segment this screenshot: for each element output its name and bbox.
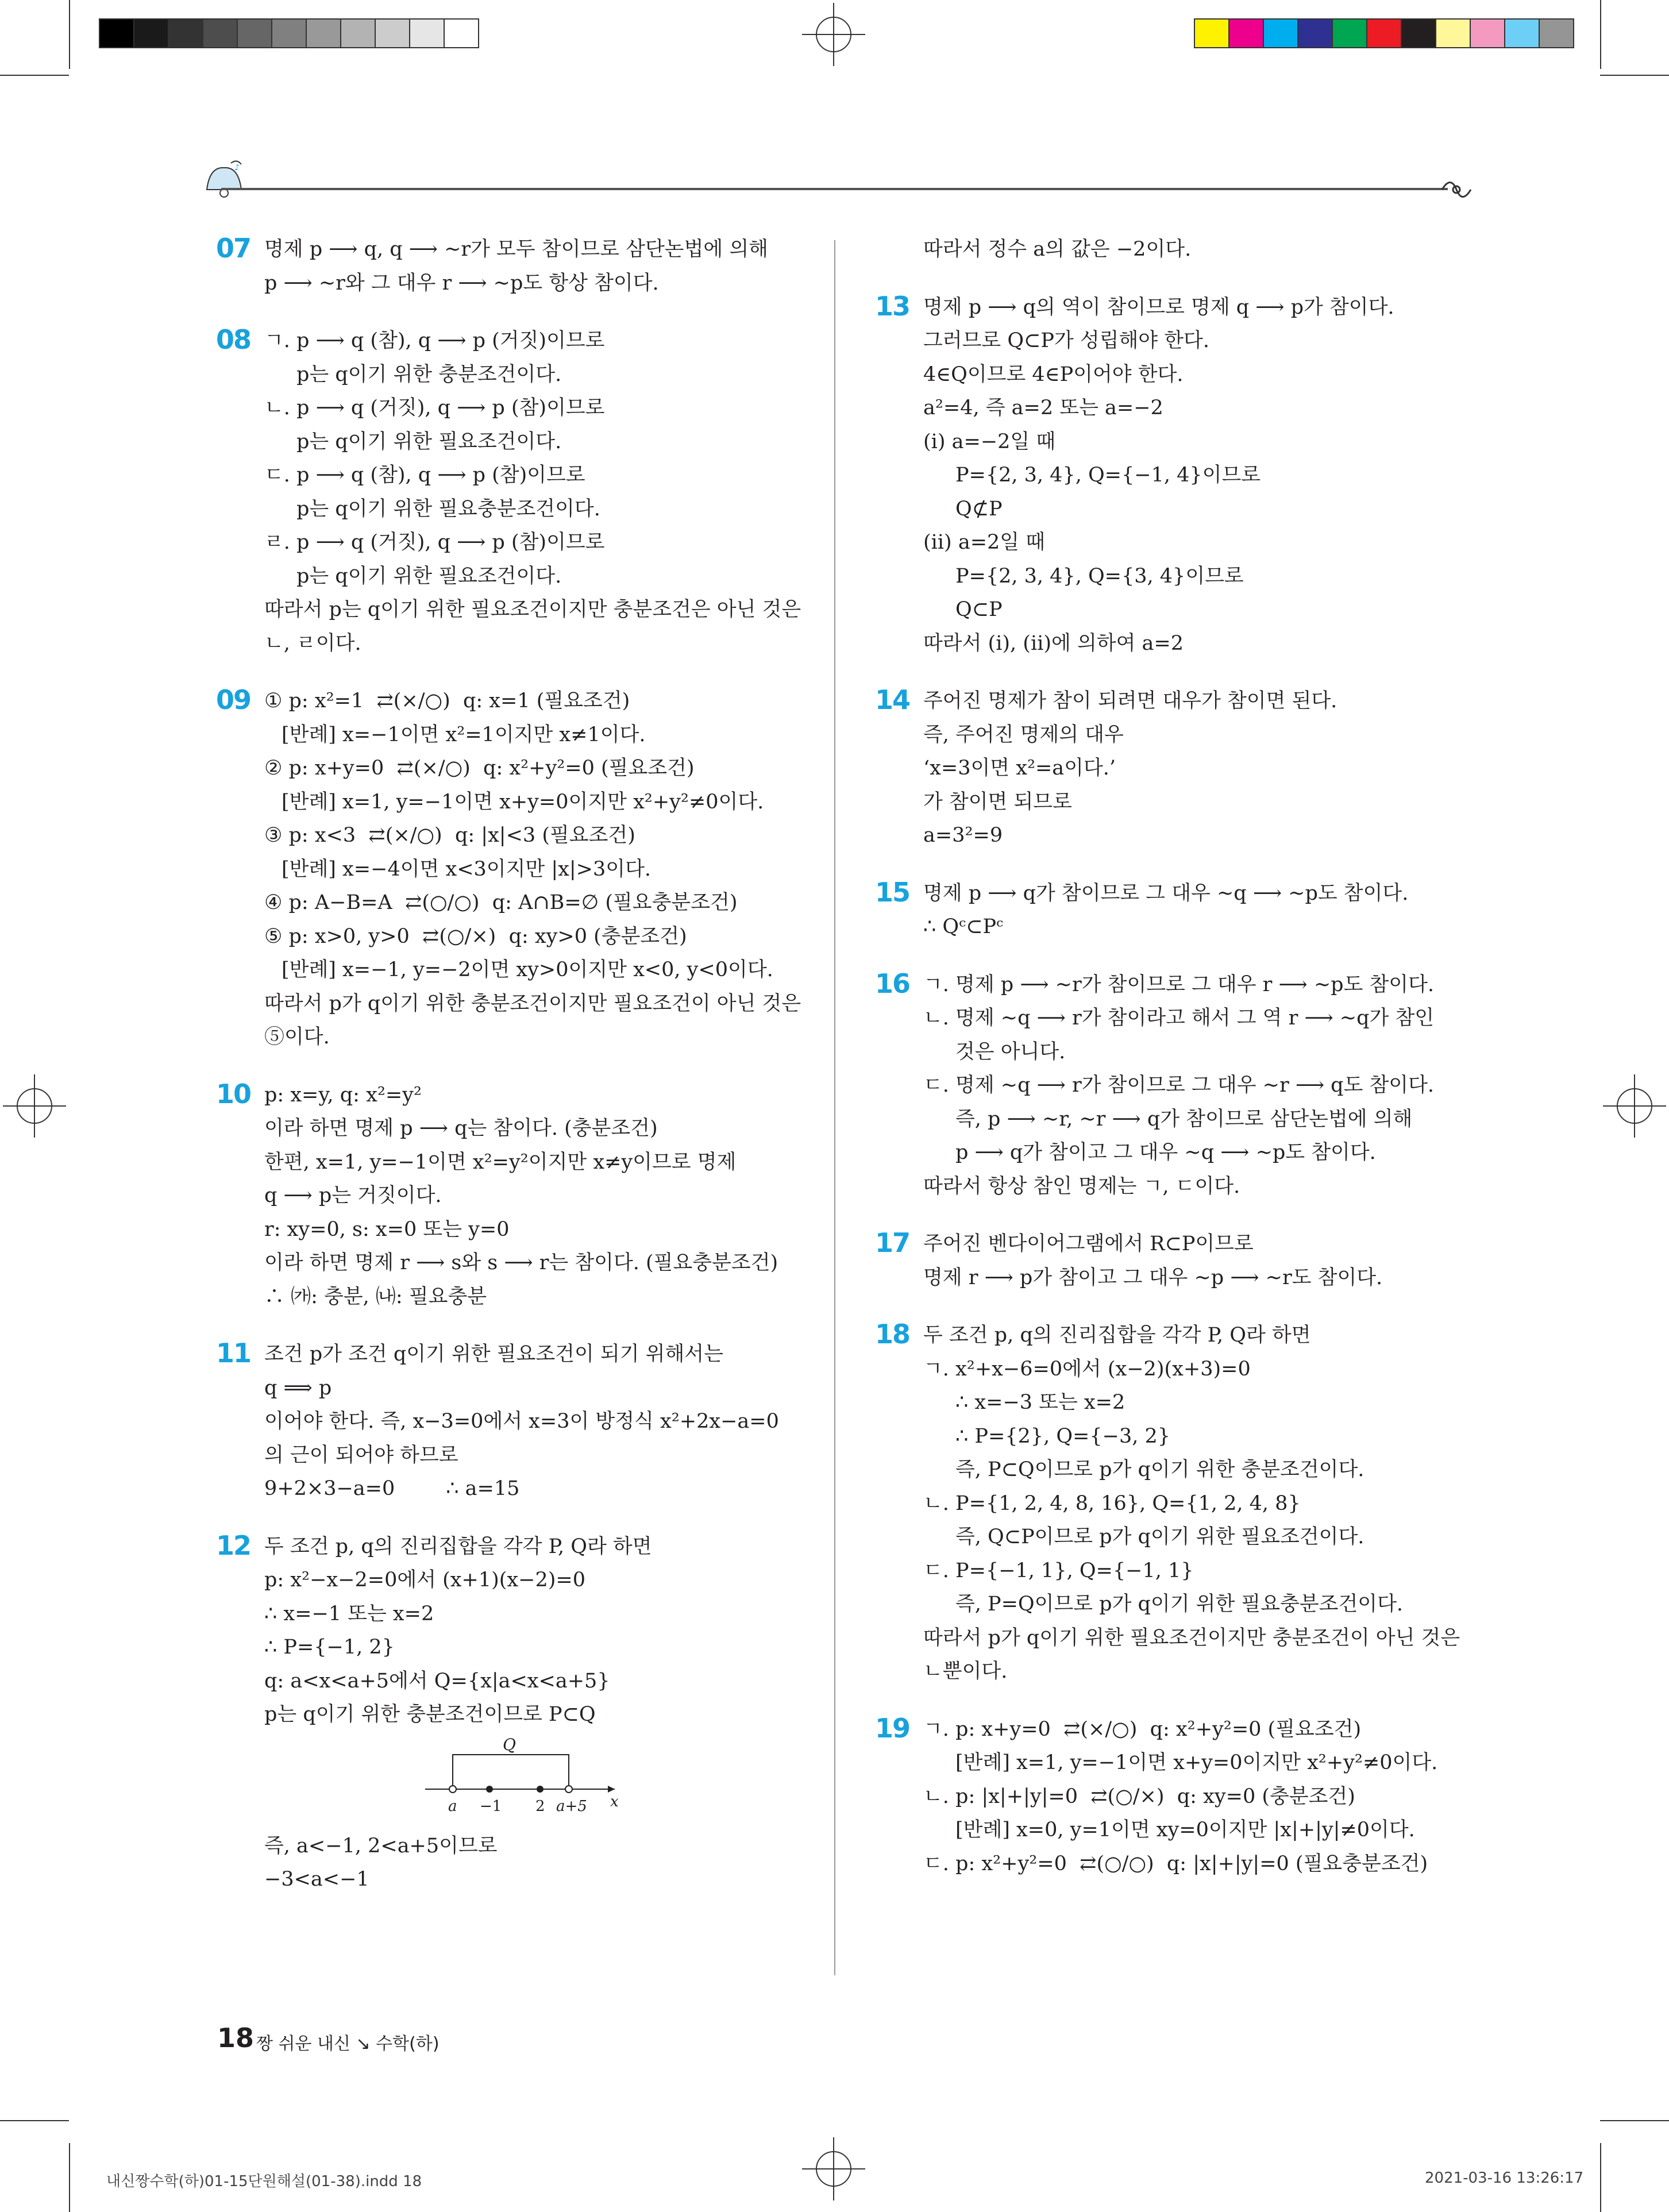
svg-text:♪: ♪ <box>234 163 240 172</box>
solution-line: Q⊄P <box>955 497 1003 521</box>
right-column <box>876 233 1462 1905</box>
solution-line: [반례] x=0, y=1이면 xy=0이지만 |x|+|y|≠0이다. <box>955 1818 1415 1841</box>
solution-line: [반례] x=1, y=−1이면 x+y=0이지만 x²+y²≠0이다. <box>282 790 764 814</box>
solution-line: 조건 p가 조건 q이기 위한 필요조건이 되기 위해서는 <box>264 1343 723 1366</box>
problem-number: 17 <box>875 1227 910 1258</box>
solution-line: ⑤이다. <box>264 1026 330 1049</box>
solution-line: a=3²=9 <box>923 824 1003 847</box>
color-swatch <box>1401 18 1436 48</box>
solution-line: a²=4, 즉 a=2 또는 a=−2 <box>923 396 1163 419</box>
registration-target-icon <box>802 3 865 66</box>
solution-line: ∴ ㈎: 충분, ㈏: 필요충분 <box>264 1285 487 1308</box>
registration-target-icon <box>802 2137 865 2201</box>
solution-line: ㄱ. p ⟶ q (참), q ⟶ p (거짓)이므로 <box>264 329 605 352</box>
solution-line: ㄷ. p: x²+y²=0 ⇄(○/○) q: |x|+|y|=0 (필요충분조건) <box>923 1852 1428 1875</box>
color-swatch <box>99 18 134 48</box>
left-column <box>217 233 809 1921</box>
color-swatch <box>1332 18 1367 48</box>
color-swatch <box>1435 18 1471 48</box>
solution-line: ㄱ. 명제 p ⟶ ~r가 참이므로 그 대우 r ⟶ ~p도 참이다. <box>923 973 1435 996</box>
solution-line: ㄴ. 명제 ~q ⟶ r가 참이라고 해서 그 역 r ⟶ ~q가 참인 <box>923 1007 1435 1030</box>
solution-line: 따라서 p는 q이기 위한 필요조건이지만 충분조건은 아닌 것은 <box>264 598 801 621</box>
color-swatch <box>1366 18 1402 48</box>
color-swatch <box>202 18 238 48</box>
solution-line: ㄷ. P={−1, 1}, Q={−1, 1} <box>923 1559 1194 1582</box>
problem-15 <box>876 877 1462 944</box>
problem-number: 10 <box>216 1078 251 1109</box>
solution-line: ⑤ p: x>0, y>0 ⇄(○/×) q: xy>0 (충분조건) <box>264 924 687 948</box>
solution-line: 9+2×3−a=0 ∴ a=15 <box>264 1477 520 1500</box>
solution-line: 즉, P=Q이므로 p가 q이기 위한 필요충분조건이다. <box>955 1593 1404 1616</box>
solution-line: 명제 p ⟶ q, q ⟶ ~r가 모두 참이므로 삼단논법에 의해 <box>264 238 768 261</box>
solution-line: 즉, Q⊂P이므로 p가 q이기 위한 필요조건이다. <box>955 1525 1365 1548</box>
solution-line: 즉, P⊂Q이므로 p가 q이기 위한 충분조건이다. <box>955 1458 1365 1481</box>
solution-line: q: a<x<a+5에서 Q={x|a<x<a+5} <box>264 1669 610 1693</box>
solution-line: 즉, 주어진 명제의 대우 <box>923 723 1124 746</box>
solution-line: 즉, a<−1, 2<a+5이므로 <box>264 1834 498 1858</box>
problem-number: 12 <box>216 1529 251 1561</box>
color-swatch <box>1297 18 1333 48</box>
solution-line: ③ p: x<3 ⇄(×/○) q: |x|<3 (필요조건) <box>264 824 635 847</box>
crop-mark <box>1600 2143 1601 2212</box>
problem-07 <box>217 233 809 300</box>
solution-line: p는 q이기 위한 충분조건이므로 P⊂Q <box>264 1703 596 1726</box>
tick-label: a <box>448 1797 457 1815</box>
solution-line: p는 q이기 위한 충분조건이다. <box>296 363 562 386</box>
color-swatch <box>1470 18 1505 48</box>
solution-line: p는 q이기 위한 필요조건이다. <box>296 564 562 588</box>
tick-label: −1 <box>480 1797 502 1815</box>
solution-line: 따라서 (ⅰ), (ⅱ)에 의하여 a=2 <box>923 631 1184 655</box>
solution-line: 따라서 p가 q이기 위한 충분조건이지만 필요조건이 아닌 것은 <box>264 992 801 1015</box>
solution-line: p ⟶ ~r와 그 대우 r ⟶ ~p도 항상 참이다. <box>264 271 659 295</box>
solution-line: p는 q이기 위한 필요조건이다. <box>296 430 562 453</box>
solution-line: 주어진 벤다이어그램에서 R⊂P이므로 <box>923 1232 1254 1255</box>
solution-line: 즉, p ⟶ ~r, ~r ⟶ q가 참이므로 삼단논법에 의해 <box>955 1107 1413 1131</box>
ribbon-ornament-icon <box>1436 175 1477 204</box>
color-swatch <box>1263 18 1298 48</box>
solution-line: 두 조건 p, q의 진리집합을 각각 P, Q라 하면 <box>264 1535 652 1558</box>
problem-09 <box>217 684 809 1054</box>
solution-line: ㄴ. p: |x|+|y|=0 ⇄(○/×) q: xy=0 (충분조건) <box>923 1785 1355 1808</box>
registration-target-icon <box>1603 1074 1666 1138</box>
crop-mark <box>1600 0 1601 69</box>
solution-line: ‘x=3이면 x²=a이다.’ <box>923 757 1116 780</box>
problem-number: 15 <box>875 876 910 908</box>
color-swatch <box>444 18 479 48</box>
color-swatch <box>271 18 307 48</box>
slug-file: 내신짱수학(하)01-15단원해설(01-38).indd 18 <box>106 2173 422 2190</box>
slug-timestamp: 2021-03-16 13:26:17 <box>1425 2169 1584 2187</box>
problem-13 <box>876 291 1462 661</box>
problem-number: 08 <box>216 324 251 355</box>
problem-cont <box>876 233 1462 267</box>
solution-line: 따라서 항상 참인 명제는 ㄱ, ㄷ이다. <box>923 1174 1240 1198</box>
solution-line: ㄴ. p ⟶ q (거짓), q ⟶ p (참)이므로 <box>264 396 605 419</box>
bell-ornament-icon <box>195 155 253 201</box>
registration-target-icon <box>3 1074 66 1138</box>
crop-mark <box>1600 2120 1669 2121</box>
problem-number: 16 <box>875 968 910 999</box>
color-swatch <box>1194 18 1229 48</box>
solution-line: ∴ x=−1 또는 x=2 <box>264 1602 434 1625</box>
solution-line: p ⟶ q가 참이고 그 대우 ~q ⟶ ~p도 참이다. <box>955 1141 1376 1164</box>
color-swatch <box>237 18 272 48</box>
solution-line: ∴ P={2}, Q={−3, 2} <box>955 1424 1170 1448</box>
solution-line: [반례] x=−4이면 x<3이지만 |x|>3이다. <box>282 857 652 881</box>
solution-line: ㄴ. P={1, 2, 4, 8, 16}, Q={1, 2, 4, 8} <box>923 1492 1301 1515</box>
crop-mark <box>1600 75 1669 76</box>
number-line-figure <box>264 1732 809 1829</box>
problem-number: 13 <box>875 290 910 322</box>
solution-line: (ⅰ) a=−2일 때 <box>923 430 1056 453</box>
problem-12 <box>217 1530 809 1897</box>
solution-line: p: x²−x−2=0에서 (x+1)(x−2)=0 <box>264 1569 585 1591</box>
solution-line: 주어진 명제가 참이 되려면 대우가 참이면 된다. <box>923 689 1337 712</box>
solution-line: ㄹ. p ⟶ q (거짓), q ⟶ p (참)이므로 <box>264 531 605 554</box>
color-swatch <box>340 18 376 48</box>
problem-19 <box>876 1713 1462 1881</box>
color-swatch <box>1228 18 1264 48</box>
solution-line: 따라서 정수 a의 값은 −2이다. <box>923 238 1192 261</box>
color-swatch <box>168 18 203 48</box>
solution-line: q ⟶ p는 거짓이다. <box>264 1184 442 1207</box>
solution-line: ② p: x+y=0 ⇄(×/○) q: x²+y²=0 (필요조건) <box>264 757 695 780</box>
solution-line: p: x=y, q: x²=y² <box>264 1083 422 1107</box>
solution-line: ㄷ. p ⟶ q (참), q ⟶ p (참)이므로 <box>264 464 585 487</box>
solution-line: ㄷ. 명제 ~q ⟶ r가 참이므로 그 대우 ~r ⟶ q도 참이다. <box>923 1074 1435 1097</box>
tick-label: 2 <box>535 1797 545 1815</box>
solution-line: 것은 아니다. <box>955 1040 1066 1063</box>
color-swatch <box>306 18 341 48</box>
problem-14 <box>876 684 1462 853</box>
solution-line: ④ p: A−B=A ⇄(○/○) q: A∩B=∅ (필요충분조건) <box>264 891 738 914</box>
problem-number: 11 <box>216 1338 251 1369</box>
solution-line: 명제 r ⟶ p가 참이고 그 대우 ~p ⟶ ~r도 참이다. <box>923 1266 1383 1289</box>
solution-line: 4∈Q이므로 4∈P이어야 한다. <box>923 363 1184 386</box>
solution-line: 의 근이 되어야 하므로 <box>264 1443 458 1467</box>
problem-number: 18 <box>875 1319 910 1350</box>
solution-line: Q⊂P <box>955 598 1003 621</box>
color-swatch <box>133 18 169 48</box>
crop-mark <box>0 2120 69 2121</box>
solution-line: 따라서 p가 q이기 위한 필요조건이지만 충분조건이 아닌 것은 <box>923 1626 1460 1650</box>
problem-number: 09 <box>216 684 251 715</box>
solution-line: ∴ P={−1, 2} <box>264 1636 395 1659</box>
solution-line: 이라 하면 명제 r ⟶ s와 s ⟶ r는 참이다. (필요충분조건) <box>264 1251 778 1274</box>
tick-label: a+5 <box>556 1797 587 1815</box>
solution-line: 명제 p ⟶ q의 역이 참이므로 명제 q ⟶ p가 참이다. <box>923 295 1394 319</box>
solution-line: ㄱ. p: x+y=0 ⇄(×/○) q: x²+y²=0 (필요조건) <box>923 1717 1362 1741</box>
solution-line: 한편, x=1, y=−1이면 x²=y²이지만 x≠y이므로 명제 <box>264 1150 737 1174</box>
problem-10 <box>217 1078 809 1314</box>
solution-line: r: xy=0, s: x=0 또는 y=0 <box>264 1217 510 1241</box>
problem-16 <box>876 968 1462 1204</box>
solution-line: [반례] x=−1, y=−2이면 xy>0이지만 x<0, y<0이다. <box>282 958 773 981</box>
header-rule <box>221 188 1448 190</box>
problem-18 <box>876 1319 1462 1689</box>
solution-line: q ⟹ p <box>264 1376 332 1400</box>
color-swatch <box>375 18 410 48</box>
solution-line: ㄴ, ㄹ이다. <box>264 631 361 655</box>
solution-line: −3<a<−1 <box>264 1868 369 1891</box>
solution-line: P={2, 3, 4}, Q={−1, 4}이므로 <box>955 464 1261 487</box>
problem-number: 07 <box>216 233 251 264</box>
color-swatch <box>409 18 445 48</box>
set-label: Q <box>503 1735 516 1754</box>
solution-line: 명제 p ⟶ q가 참이므로 그 대우 ~q ⟶ ~p도 참이다. <box>923 881 1409 905</box>
page-number: 18 <box>217 2022 255 2053</box>
problem-number: 14 <box>875 684 910 715</box>
column-divider <box>834 240 835 1975</box>
crop-mark <box>69 2143 70 2212</box>
axis-label: x <box>610 1793 619 1810</box>
book-title: 짱 쉬운 내신 ↘ 수학(하) <box>256 2034 440 2054</box>
solution-line: ① p: x²=1 ⇄(×/○) q: x=1 (필요조건) <box>264 689 630 712</box>
solution-line: ∴ Qᶜ⊂Pᶜ <box>923 915 1004 938</box>
color-swatch <box>1504 18 1540 48</box>
problem-17 <box>876 1227 1462 1294</box>
crop-mark <box>69 0 70 69</box>
solution-line: [반례] x=1, y=−1이면 x+y=0이지만 x²+y²≠0이다. <box>955 1751 1438 1774</box>
solution-line: p는 q이기 위한 필요충분조건이다. <box>296 497 600 521</box>
solution-line: ∴ x=−3 또는 x=2 <box>955 1391 1125 1414</box>
color-swatch <box>1539 18 1574 48</box>
problem-08 <box>217 324 809 660</box>
solution-line: 이라 하면 명제 p ⟶ q는 참이다. (충분조건) <box>264 1117 658 1140</box>
solution-line: ㄴ뿐이다. <box>923 1660 1008 1683</box>
solution-line: 가 참이면 되므로 <box>923 790 1072 814</box>
problem-11 <box>217 1338 809 1506</box>
solution-line: 두 조건 p, q의 진리집합을 각각 P, Q라 하면 <box>923 1324 1311 1347</box>
problem-number: 19 <box>875 1712 910 1744</box>
solution-line: 그러므로 Q⊂P가 성립해야 한다. <box>923 329 1209 352</box>
solution-line: [반례] x=−1이면 x²=1이지만 x≠1이다. <box>282 723 646 746</box>
solution-line: 이어야 한다. 즉, x−3=0에서 x=3이 방정식 x²+2x−a=0 <box>264 1410 779 1433</box>
solution-line: P={2, 3, 4}, Q={3, 4}이므로 <box>955 564 1244 588</box>
solution-line: ㄱ. x²+x−6=0에서 (x−2)(x+3)=0 <box>923 1357 1251 1381</box>
crop-mark <box>0 75 69 76</box>
solution-line: (ⅱ) a=2일 때 <box>923 531 1046 554</box>
